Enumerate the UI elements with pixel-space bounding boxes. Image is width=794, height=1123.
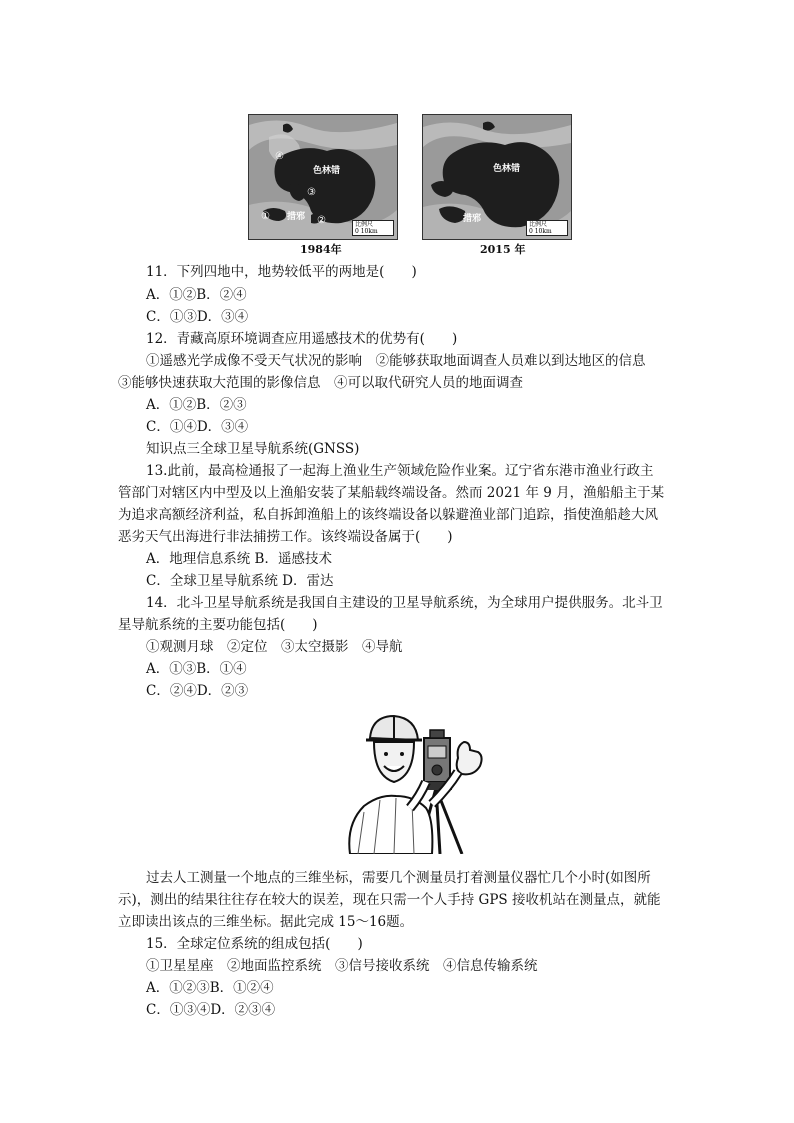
passage-line1: 过去人工测量一个地点的三维坐标，需要几个测量员打着测量仪器忙几个小时(如图所	[146, 870, 651, 886]
q11-stem: 11．下列四地中，地势较低平的两地是( )	[146, 264, 417, 280]
map-2015	[422, 114, 572, 240]
q15-items: ①卫星星座 ②地面监控系统 ③信号接收系统 ④信息传输系统	[146, 958, 538, 974]
q12-options-row2: C．①④D．③④	[146, 419, 249, 435]
marker-2: ②	[317, 215, 326, 226]
q13-line2: 管部门对辖区内中型及以上渔船安装了某船载终端设备。然而 2021 年 9 月，渔船船主于某	[118, 485, 665, 501]
town-label: 措邪	[287, 212, 306, 222]
q12-options-row1: A．①②B．②③	[146, 397, 247, 413]
q14-options-row2: C．②④D．②③	[146, 683, 249, 699]
surveyor-illustration	[340, 712, 496, 854]
scale-bar	[526, 220, 568, 236]
scale-value: 0 10km	[355, 228, 378, 235]
marker-3: ③	[307, 187, 316, 198]
scale-value: 0 10km	[529, 228, 552, 235]
scale-label: 比例尺	[355, 221, 374, 228]
q15-options-row1: A．①②③B．①②④	[146, 980, 274, 996]
q13-line3: 为追求高额经济利益，私自拆卸渔船上的该终端设备以躲避渔业部门追踪，指使渔船趁大风	[118, 507, 658, 523]
town-label: 措邪	[463, 214, 482, 224]
q13-line4: 恶劣天气出海进行非法捕捞工作。该终端设备属于( )	[118, 529, 453, 545]
q13-line1: 13.此前，最高检通报了一起海上渔业生产领域危险作业案。辽宁省东港市渔业行政主	[146, 463, 654, 479]
q14-items: ①观测月球 ②定位 ③太空摄影 ④导航	[146, 639, 403, 655]
map-caption-2015: 2015 年	[480, 243, 526, 256]
passage-line2: 示)，测出的结果往往存在较大的误差，现在只需一个人手持 GPS 接收机站在测量点，就能	[118, 892, 661, 908]
q12-stem: 12．青藏高原环境调查应用遥感技术的优势有( )	[146, 331, 458, 347]
q12-items-line1: ①遥感光学成像不受天气状况的影响 ②能够获取地面调查人员难以到达地区的信息	[146, 353, 646, 369]
scale-bar	[352, 220, 394, 236]
lake-label: 色林错	[313, 166, 341, 176]
map-caption-1984: 1984年	[300, 243, 342, 256]
q14-line1: 14．北斗卫星导航系统是我国自主建设的卫星导航系统，为全球用户提供服务。北斗卫	[146, 595, 663, 611]
marker-4: ④	[275, 151, 284, 162]
section-heading: 知识点三全球卫星导航系统(GNSS)	[146, 441, 360, 457]
map-1984	[248, 114, 398, 240]
q12-items-line2: ③能够快速获取大范围的影像信息 ④可以取代研究人员的地面调查	[118, 375, 523, 391]
lake-label: 色林错	[493, 164, 521, 174]
q11-options-row2: C．①③D．③④	[146, 309, 249, 325]
q15-stem: 15．全球定位系统的组成包括( )	[146, 936, 363, 952]
q13-options-row1: A．地理信息系统 B．遥感技术	[146, 551, 332, 567]
q14-options-row1: A．①③B．①④	[146, 661, 247, 677]
q13-options-row2: C．全球卫星导航系统 D．雷达	[146, 573, 334, 589]
marker-1: ①	[261, 211, 270, 222]
q15-options-row2: C．①③④D．②③④	[146, 1002, 276, 1018]
scale-label: 比例尺	[529, 221, 548, 228]
passage-line3: 立即读出该点的三维坐标。据此完成 15～16题。	[118, 914, 414, 930]
q14-line2: 星导航系统的主要功能包括( )	[118, 617, 318, 633]
q11-options-row1: A．①②B．②④	[146, 287, 247, 303]
